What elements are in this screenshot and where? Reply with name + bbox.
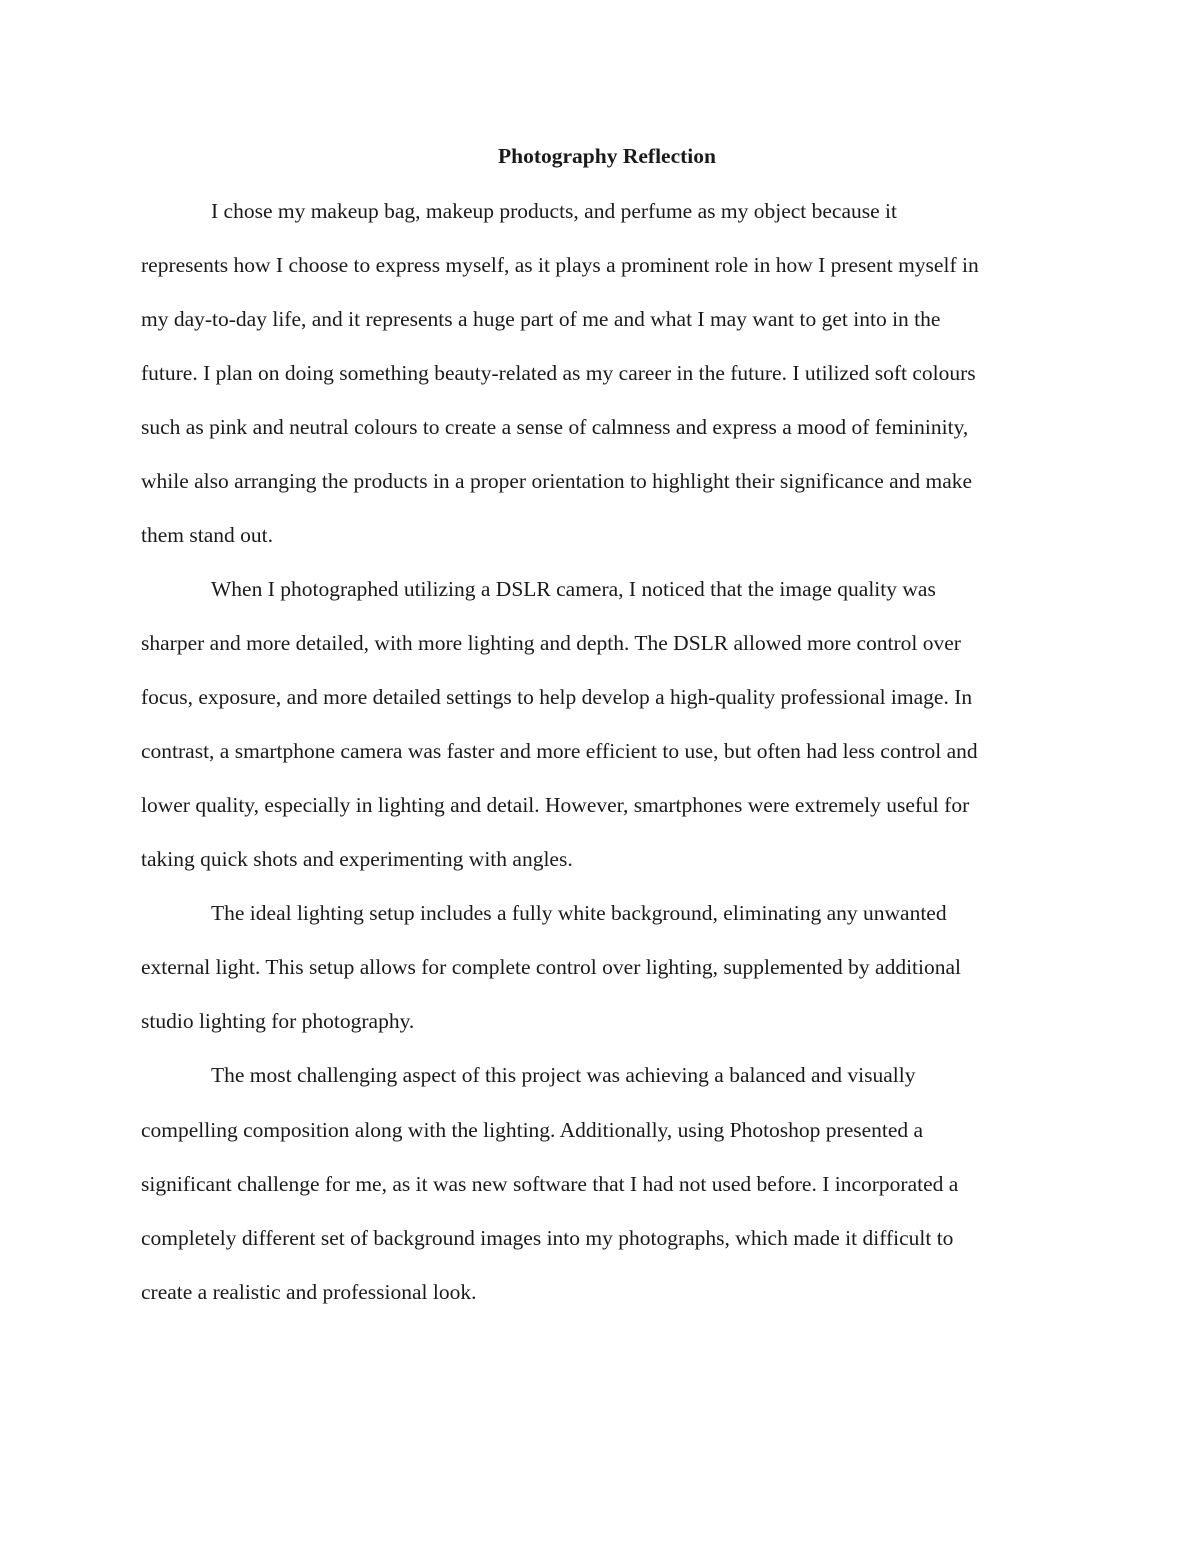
paragraph-4-line-3: significant challenge for me, as it was new software that I had not used before. I incorporated a [141, 1172, 959, 1196]
paragraph-4-line-2: compelling composition along with the lighting. Additionally, using Photoshop presented a [141, 1118, 924, 1142]
paragraph-1-line-2: represents how I choose to express myself, as it plays a prominent role in how I present myself in [141, 253, 979, 277]
paragraph-1-line-1: I chose my makeup bag, makeup products, and perfume as my object because it [211, 199, 897, 223]
paragraph-4-line-1: The most challenging aspect of this project was achieving a balanced and visually [211, 1063, 916, 1087]
paragraph-1-line-4: future. I plan on doing something beauty-related as my career in the future. I utilized soft colours [141, 361, 976, 385]
paragraph-3-line-2: external light. This setup allows for complete control over lighting, supplemented by additional [141, 955, 962, 979]
paragraph-2-line-5: lower quality, especially in lighting and detail. However, smartphones were extremely useful for [141, 793, 970, 817]
paragraph-3-line-1: The ideal lighting setup includes a fully white background, eliminating any unwanted [211, 901, 947, 925]
paragraph-2-line-4: contrast, a smartphone camera was faster and more efficient to use, but often had less control and [141, 739, 978, 763]
paragraph-1-line-3: my day-to-day life, and it represents a huge part of me and what I may want to get into in the [141, 307, 941, 331]
paragraph-1-line-6: while also arranging the products in a proper orientation to highlight their significance and make [141, 469, 973, 493]
paragraph-2-line-1: When I photographed utilizing a DSLR camera, I noticed that the image quality was [211, 577, 936, 601]
paragraph-4-line-4: completely different set of background images into my photographs, which made it difficult to [141, 1226, 954, 1250]
paragraph-3-line-3: studio lighting for photography. [141, 1009, 415, 1033]
paragraph-1-line-5: such as pink and neutral colours to create a sense of calmness and express a mood of femininity, [141, 415, 969, 439]
paragraph-4-line-5: create a realistic and professional look. [141, 1280, 477, 1304]
paragraph-1-line-7: them stand out. [141, 523, 273, 547]
document-title: Photography Reflection [498, 144, 716, 168]
paragraph-2-line-3: focus, exposure, and more detailed settings to help develop a high-quality professional image. In [141, 685, 973, 709]
paragraph-2-line-2: sharper and more detailed, with more lighting and depth. The DSLR allowed more control over [141, 631, 961, 655]
paragraph-2-line-6: taking quick shots and experimenting with angles. [141, 847, 573, 871]
